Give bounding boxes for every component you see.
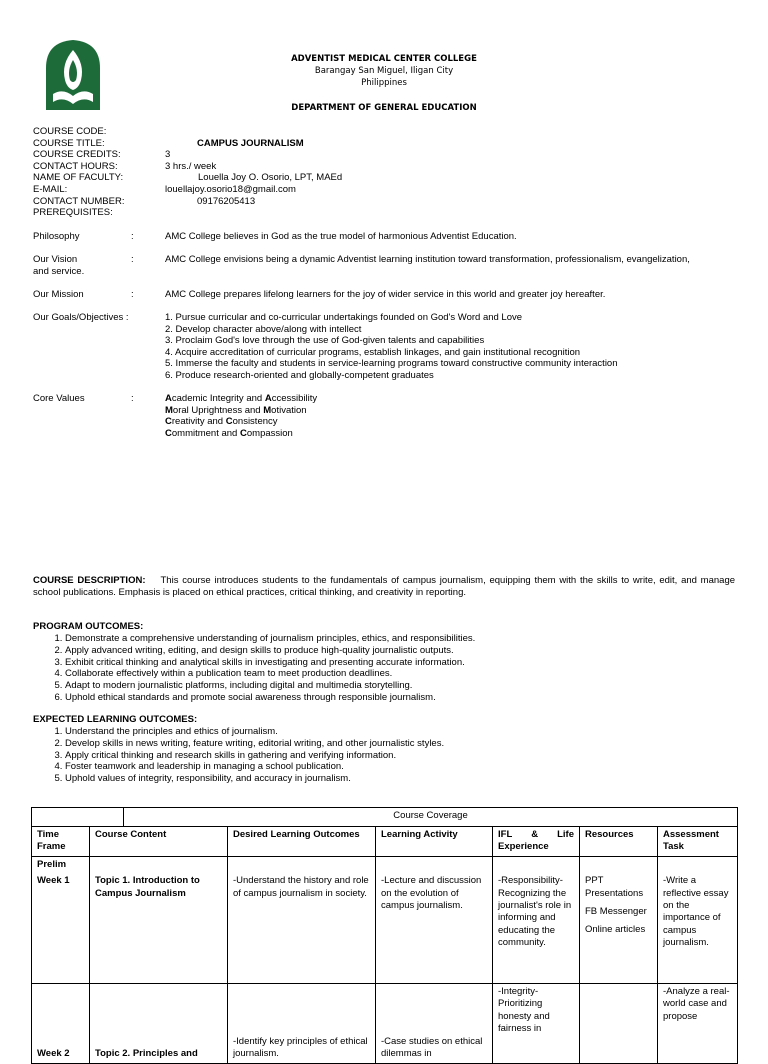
goal-item: 3. Proclaim God's love through the use of God-given talents and capabilities — [165, 335, 485, 347]
goal-item: 2. Develop character above/along with intellect — [165, 323, 362, 335]
core-values-label: Core Values — [33, 393, 85, 404]
goal-item: 4. Acquire accreditation of curricular programs, establish linkages, and gain institutional recognition — [165, 346, 581, 358]
mission-label: Our Mission — [33, 289, 84, 300]
list-item: 2. Develop skills in news writing, feature writing, editorial writing, and other journalistic styles. — [65, 738, 444, 750]
list-item: 2. Apply advanced writing, editing, and design skills to produce high-quality journalistic outputs. — [65, 645, 475, 657]
contact-number-label: CONTACT NUMBER: — [33, 195, 125, 207]
course-code-value — [165, 126, 342, 138]
institution-name: ADVENTIST MEDICAL CENTER COLLEGE — [291, 54, 477, 64]
header-desired-outcomes: Desired Learning Outcomes — [228, 827, 376, 857]
philosophy-label: Philosophy — [33, 231, 80, 242]
resource-item: Online articles — [585, 924, 646, 936]
faculty-label: NAME OF FACULTY: — [33, 172, 124, 184]
table-row — [32, 856, 738, 873]
vision-label: Our Vision — [33, 254, 78, 265]
assessment-cell: -Analyze a real-world case and propose — [658, 983, 738, 1063]
prerequisites-label: PREREQUISITES: — [33, 207, 113, 219]
core-values-list — [165, 393, 735, 439]
expected-outcomes-list — [33, 726, 444, 785]
course-coverage-table — [31, 807, 738, 1064]
list-item: 3. Apply critical thinking and research skills in gathering and verifying information. — [65, 750, 444, 762]
goals-list — [165, 312, 735, 382]
course-description-text: This course introduces students to the fundamentals of campus journalism, equipping them with the skills to write, edit, and manage school publications. Emphasis is placed on ethical practices, critical thinking, and creativity in reporting. — [33, 575, 736, 598]
resource-item: PPT Presentations — [585, 875, 644, 899]
expected-outcomes-title: EXPECTED LEARNING OUTCOMES: — [33, 714, 198, 725]
core-value-line: Academic Integrity and Accessibility — [165, 393, 318, 404]
header-assessment-task: Assessment Task — [658, 827, 738, 857]
table-title-row — [32, 808, 738, 827]
course-coverage-title: Course Coverage — [124, 808, 738, 827]
list-item: 4. Collaborate effectively within a publication team to meet production deadlines. — [65, 668, 475, 680]
contact-hours-label: CONTACT HOURS: — [33, 160, 118, 172]
goal-item: 6. Produce research-oriented and globally-competent graduates — [165, 369, 434, 381]
learning-activity-cell: -Lecture and discussion on the evolution of campus journalism. — [376, 873, 493, 983]
course-title-value: CAMPUS JOURNALISM — [197, 137, 304, 149]
mission-text: AMC College prepares lifelong learners for the joy of wider service in this world and greater joy hereafter. — [165, 289, 606, 300]
program-outcomes-list — [33, 633, 475, 704]
table-row — [32, 873, 738, 983]
header-learning-activity: Learning Activity — [376, 827, 493, 857]
week-label: Week 1 — [32, 873, 90, 983]
core-value-line: Creativity and Consistency — [165, 416, 278, 428]
assessment-cell: -Write a reflective essay on the importance of campus journalism. — [658, 873, 738, 983]
list-item: 1. Demonstrate a comprehensive understanding of journalism principles, ethics, and responsibilities. — [65, 633, 475, 645]
goals-label: Our Goals/Objectives : — [33, 312, 129, 323]
learning-activity-cell: -Case studies on ethical dilemmas in — [376, 983, 493, 1063]
desired-outcome-cell: -Identify key principles of ethical journalism. — [228, 983, 376, 1063]
institution-country: Philippines — [361, 78, 407, 88]
contact-hours-value: 3 hrs./ week — [165, 160, 217, 172]
course-description-label: COURSE DESCRIPTION: — [33, 575, 146, 586]
resources-cell — [580, 873, 658, 983]
header-ifl-life-experience: IFL & Life Experience — [493, 827, 580, 857]
contact-number-value: 09176205413 — [197, 195, 256, 207]
header-resources: Resources — [580, 827, 658, 857]
core-value-line: Moral Uprightness and Motivation — [165, 404, 307, 416]
vision-colon: : — [131, 254, 134, 265]
prerequisites-value — [165, 207, 342, 219]
table-row — [32, 983, 738, 1063]
course-title-label: COURSE TITLE: — [33, 137, 105, 149]
course-credits-label: COURSE CREDITS: — [33, 149, 121, 161]
list-item: 4. Foster teamwork and leadership in managing a school publication. — [65, 761, 444, 773]
course-description — [33, 575, 735, 598]
resource-item: FB Messenger — [585, 906, 647, 918]
email-label: E-MAIL: — [33, 183, 68, 195]
course-content-cell: Topic 1. Introduction to Campus Journalism — [90, 873, 228, 983]
vision-text-continuation: and service. — [33, 266, 85, 277]
list-item: 6. Uphold ethical standards and promote social awareness through responsible journalism. — [65, 692, 475, 704]
philosophy-colon: : — [131, 231, 134, 242]
course-credits-value: 3 — [165, 149, 171, 161]
department-name: DEPARTMENT OF GENERAL EDUCATION — [291, 103, 477, 113]
list-item: 5. Uphold values of integrity, responsibility, and accuracy in journalism. — [65, 773, 444, 785]
list-item: 1. Understand the principles and ethics of journalism. — [65, 726, 444, 738]
ifl-cell: -Responsibility- Recognizing the journalist's role in informing and educating the community. — [493, 873, 580, 983]
goal-item: 5. Immerse the faculty and students in service-learning programs toward constructive community interaction — [165, 358, 618, 370]
mission-colon: : — [131, 289, 134, 300]
faculty-value: Louella Joy O. Osorio, LPT, MAEd — [198, 172, 343, 184]
program-outcomes-title: PROGRAM OUTCOMES: — [33, 621, 144, 632]
course-info-labels — [33, 126, 124, 219]
header-course-content: Course Content — [90, 827, 228, 857]
email-value: louellajoy.osorio18@gmail.com — [165, 183, 296, 195]
ifl-cell: -Integrity- Prioritizing honesty and fairness in — [493, 983, 580, 1063]
core-value-line: Commitment and Compassion — [165, 427, 293, 439]
term-label: Prelim — [32, 856, 90, 873]
course-code-label: COURSE CODE: — [33, 126, 107, 137]
week-label: Week 2 — [32, 983, 90, 1063]
course-content-cell: Topic 2. Principles and — [90, 983, 228, 1063]
header-time-frame: Time Frame — [32, 827, 90, 857]
table-header-row — [32, 827, 738, 857]
resources-cell — [580, 983, 658, 1063]
list-item: 5. Adapt to modern journalistic platforms, including digital and multimedia storytelling. — [65, 680, 475, 692]
desired-outcome-cell: -Understand the history and role of campus journalism in society. — [228, 873, 376, 983]
core-values-colon: : — [131, 393, 134, 404]
goal-item: 1. Pursue curricular and co-curricular undertakings founded on God's Word and Love — [165, 312, 523, 323]
vision-text: AMC College envisions being a dynamic Adventist learning institution toward transformation, professionalism, evangelization, — [165, 254, 690, 265]
course-info-values — [165, 126, 342, 219]
institution-address: Barangay San Miguel, Iligan City — [314, 66, 454, 76]
table-title-spacer — [32, 808, 124, 827]
philosophy-text: AMC College believes in God as the true model of harmonious Adventist Education. — [165, 231, 517, 242]
list-item: 3. Exhibit critical thinking and analytical skills in investigating and presenting accurate information. — [65, 657, 475, 669]
